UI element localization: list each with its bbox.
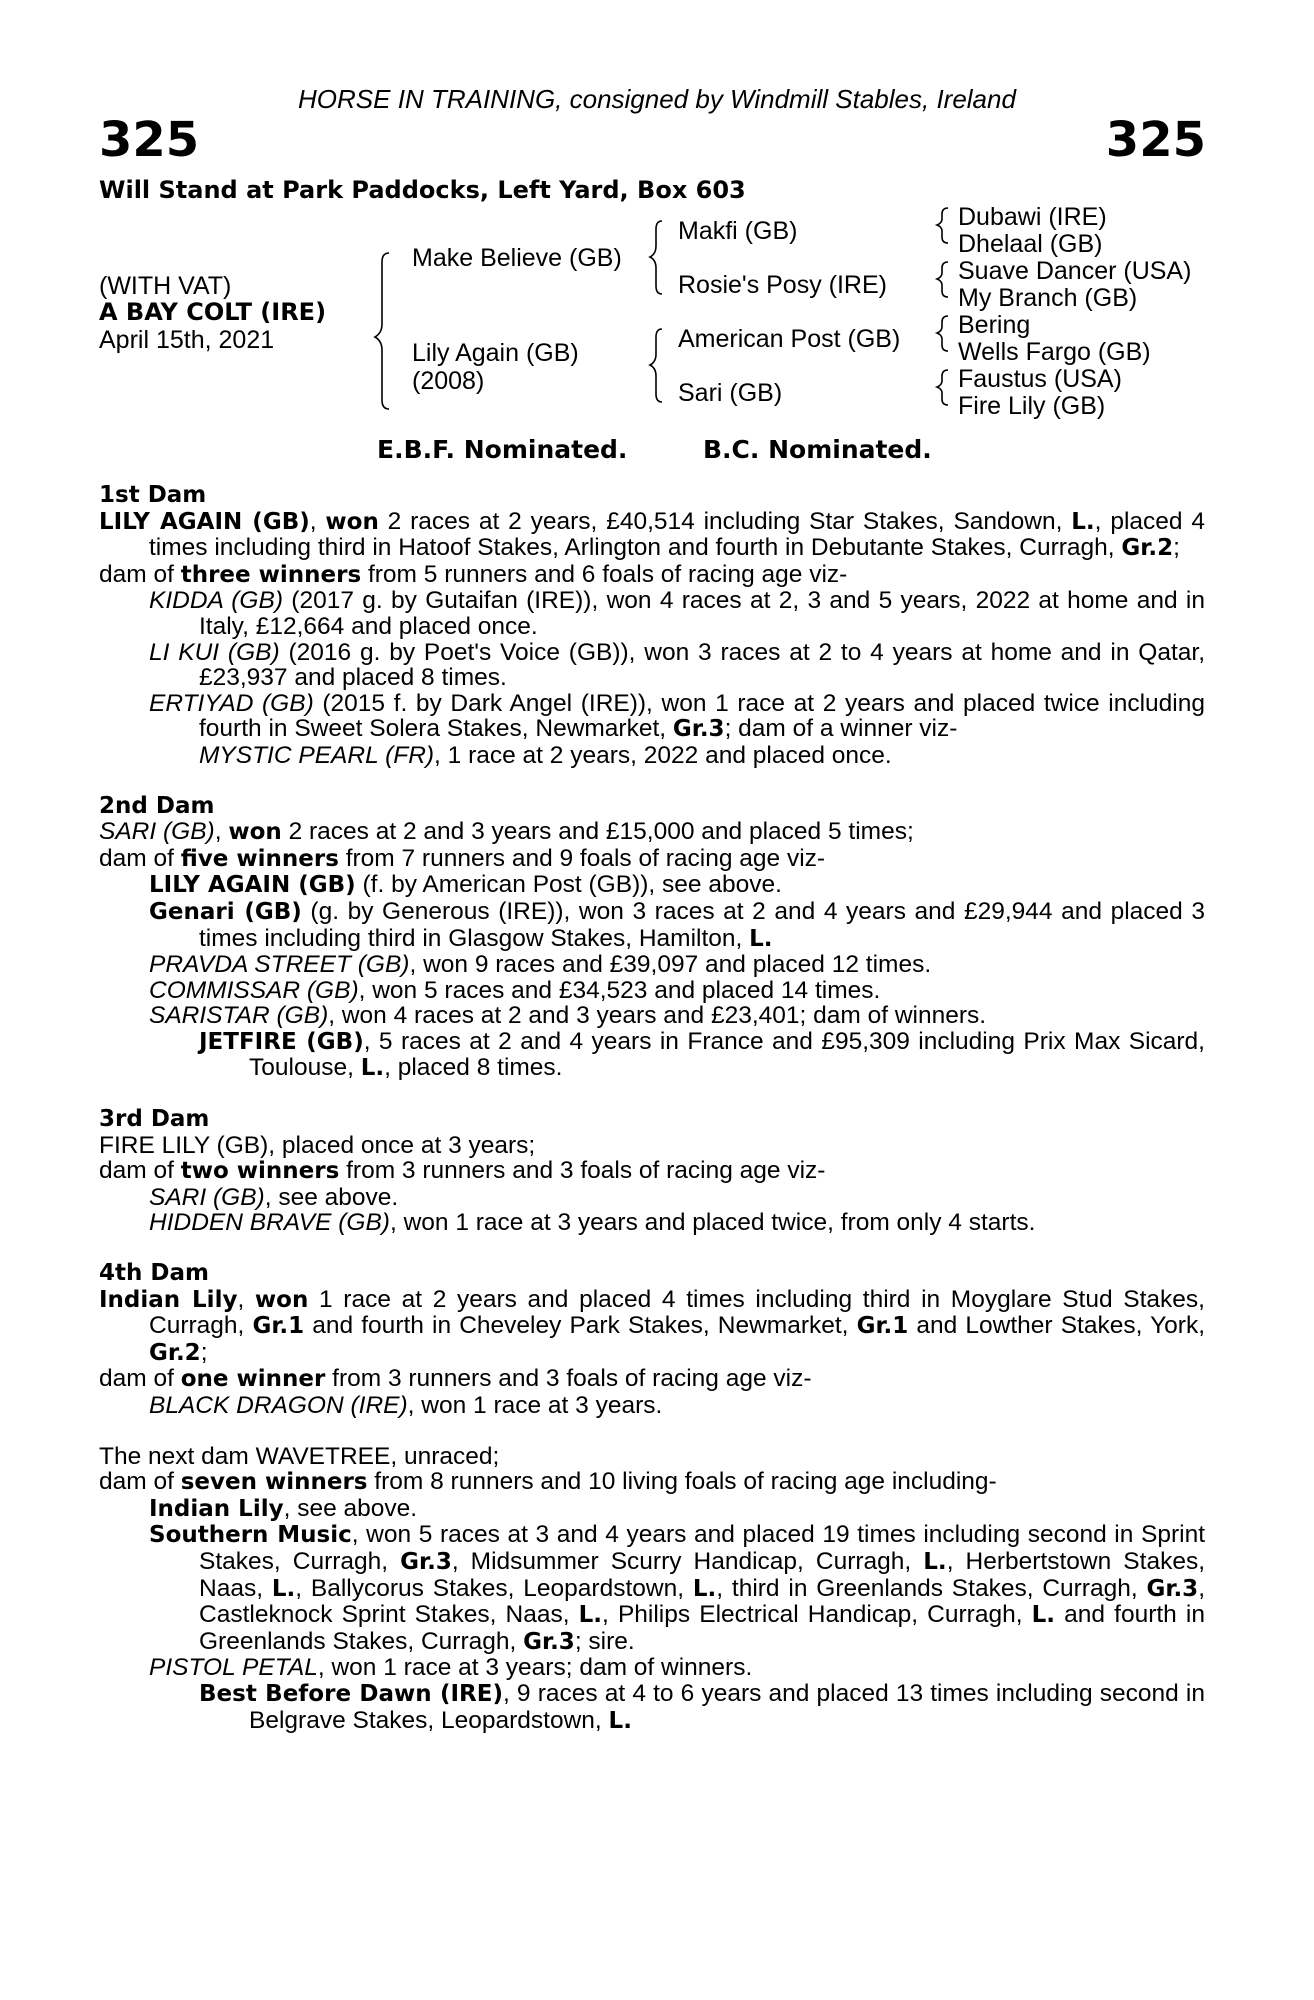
stand-location: Will Stand at Park Paddocks, Left Yard, Box 603 bbox=[99, 176, 746, 204]
produce-entry: PISTOL PETAL, won 1 race at 3 years; dam of winners. bbox=[149, 1654, 753, 1682]
dam-entry: LILY AGAIN (GB), won 2 races at 2 years, £40,514 including Star Stakes, Sandown, L., placed 4 times including third in Hatoof Stakes, Arlington and fourth in Debutante Stakes, Curragh, Gr.2; bbox=[99, 507, 1205, 562]
produce-summary: dam of seven winners from 8 runners and 10 living foals of racing age including- bbox=[99, 1468, 997, 1496]
dam-dam-dam: Fire Lily (GB) bbox=[958, 392, 1106, 420]
sire-dam-dam: My Branch (GB) bbox=[958, 284, 1138, 312]
section-title: 2nd Dam bbox=[99, 792, 215, 819]
produce-entry: KIDDA (GB) (2017 g. by Gutaifan (IRE)), won 4 races at 2, 3 and 5 years, 2022 at home and in Italy, £12,664 and placed once. bbox=[149, 587, 1205, 640]
lot-number-right: 325 bbox=[1105, 112, 1206, 168]
produce-entry: LILY AGAIN (GB) (f. by American Post (GB)), see above. bbox=[149, 871, 782, 899]
section-title: 1st Dam bbox=[99, 482, 207, 508]
next-dam-section bbox=[99, 1444, 1205, 1735]
bracket-g4 bbox=[937, 370, 948, 405]
produce-summary: dam of five winners from 7 runners and 9 foals of racing age viz- bbox=[99, 844, 826, 872]
sire-sire-sire: Dubawi (IRE) bbox=[958, 203, 1107, 231]
bracket-dam bbox=[650, 329, 662, 402]
produce-entry: Southern Music, won 5 races at 3 and 4 years and placed 19 times including second in Sprint Stakes, Curragh, Gr.3, Midsummer Scurry Handicap, Curragh, L., Herbertstown Stakes, Naas, L., Ballycorus Stakes, Leopardstown, L., third in Greenlands Stakes, Curragh, Gr.3, Castleknock Sprint Stakes, Naas, L., Philips Electrical Handicap, Curragh, L. and fourth in Greenlands Stakes, Curragh, Gr.3; sire. bbox=[149, 1521, 1206, 1655]
first-dam-section bbox=[99, 483, 1205, 769]
produce-entry: SARISTAR (GB), won 4 races at 2 and 3 years and £23,401; dam of winners. bbox=[149, 1002, 987, 1030]
dam-year: (2008) bbox=[412, 367, 485, 395]
bc-nominated: B.C. Nominated. bbox=[703, 435, 932, 464]
lot-number-left: 325 bbox=[99, 112, 200, 168]
produce-summary: dam of three winners from 5 runners and 6 foals of racing age viz- bbox=[99, 560, 848, 588]
section-title: 4th Dam bbox=[99, 1260, 209, 1287]
vat-note: (WITH VAT) bbox=[99, 272, 232, 300]
section-title: 3rd Dam bbox=[99, 1106, 210, 1133]
sire-sire: Makfi (GB) bbox=[678, 217, 798, 245]
third-dam-section bbox=[99, 1107, 1205, 1236]
produce-summary: dam of two winners from 3 runners and 3 foals of racing age viz- bbox=[99, 1157, 826, 1185]
produce-entry: HIDDEN BRAVE (GB), won 1 race at 3 years and placed twice, from only 4 starts. bbox=[149, 1209, 1036, 1237]
date-of-birth: April 15th, 2021 bbox=[99, 326, 275, 354]
ebf-nominated: E.B.F. Nominated. bbox=[377, 435, 628, 464]
produce-entry: COMMISSAR (GB), won 5 races and £34,523 and placed 14 times. bbox=[149, 976, 881, 1004]
bracket-sire bbox=[650, 221, 662, 294]
dam-sire-sire: Bering bbox=[958, 311, 1031, 339]
produce-entry: Indian Lily, see above. bbox=[149, 1494, 418, 1522]
dam: Lily Again (GB) bbox=[412, 339, 579, 367]
dam-entry: The next dam WAVETREE, unraced; bbox=[99, 1442, 500, 1470]
produce-entry: LI KUI (GB) (2016 g. by Poet's Voice (GB)), won 3 races at 2 to 4 years at home and in Qatar, £23,937 and placed 8 times. bbox=[149, 638, 1205, 692]
pedigree-brackets bbox=[0, 0, 1314, 440]
horse-name: A BAY COLT (IRE) bbox=[99, 298, 327, 326]
dam-name: LILY AGAIN (GB) bbox=[99, 508, 310, 535]
catalogue-body bbox=[99, 483, 1205, 1734]
produce-entry: PRAVDA STREET (GB), won 9 races and £39,097 and placed 12 times. bbox=[149, 951, 932, 979]
bracket-main bbox=[375, 253, 389, 409]
dam-entry: FIRE LILY (GB), placed once at 3 years; bbox=[99, 1131, 536, 1159]
produce-entry: ERTIYAD (GB) (2015 f. by Dark Angel (IRE)), won 1 race at 2 years and placed twice including fourth in Sweet Solera Stakes, Newmarket, Gr.3; dam of a winner viz- bbox=[149, 689, 1205, 743]
produce-entry: MYSTIC PEARL (FR), 1 race at 2 years, 2022 and placed once. bbox=[199, 741, 892, 769]
bracket-g3 bbox=[937, 316, 948, 351]
dam-sire: American Post (GB) bbox=[678, 325, 901, 353]
dam-dam-sire: Faustus (USA) bbox=[958, 365, 1122, 393]
sire-dam-sire: Suave Dancer (USA) bbox=[958, 257, 1192, 285]
dam-sire-dam: Wells Fargo (GB) bbox=[958, 338, 1151, 366]
dam-dam: Sari (GB) bbox=[678, 379, 783, 407]
bracket-g1 bbox=[937, 208, 948, 243]
bracket-g2 bbox=[937, 262, 948, 297]
produce-entry: SARI (GB), see above. bbox=[149, 1183, 399, 1211]
dam-entry: Indian Lily, won 1 race at 2 years and placed 4 times including third in Moyglare Stud Stakes, Curragh, Gr.1 and fourth in Cheveley Park Stakes, Newmarket, Gr.1 and Lowther Stakes, York, Gr.2; bbox=[99, 1285, 1206, 1366]
produce-entry: JETFIRE (GB), 5 races at 2 and 4 years in France and £95,309 including Prix Max Sicard, Toulouse, L., placed 8 times. bbox=[199, 1027, 1205, 1082]
second-dam-section bbox=[99, 794, 1205, 1083]
produce-entry: Genari (GB) (g. by Generous (IRE)), won 3 races at 2 and 4 years and £29,944 and placed 3 times including third in Glasgow Stakes, Hamilton, L. bbox=[149, 897, 1205, 952]
produce-summary: dam of one winner from 3 runners and 3 foals of racing age viz- bbox=[99, 1365, 812, 1393]
sire-dam: Rosie's Posy (IRE) bbox=[678, 271, 887, 299]
dam-entry: SARI (GB), won 2 races at 2 and 3 years and £15,000 and placed 5 times; bbox=[99, 818, 914, 846]
fourth-dam-section bbox=[99, 1261, 1205, 1419]
sire: Make Believe (GB) bbox=[412, 244, 622, 272]
catalogue-header: HORSE IN TRAINING, consigned by Windmill Stables, Ireland bbox=[298, 84, 1016, 114]
sire-sire-dam: Dhelaal (GB) bbox=[958, 230, 1103, 258]
produce-entry: Best Before Dawn (IRE), 9 races at 4 to 6 years and placed 13 times including second in Belgrave Stakes, Leopardstown, L. bbox=[199, 1679, 1205, 1734]
produce-entry: BLACK DRAGON (IRE), won 1 race at 3 years. bbox=[149, 1392, 663, 1419]
